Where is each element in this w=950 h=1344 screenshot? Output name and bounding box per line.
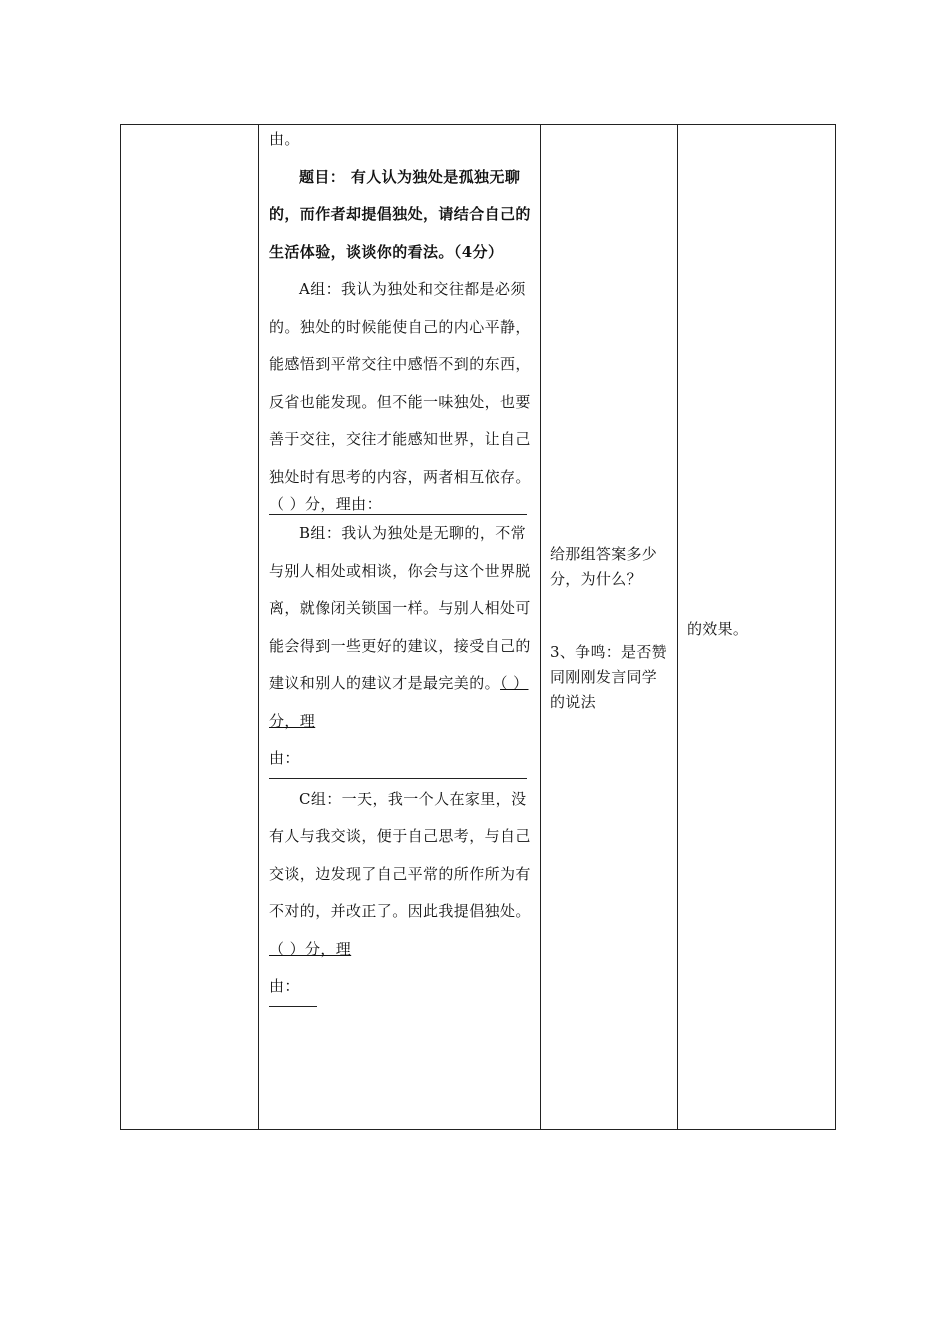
design-intent-cell bbox=[678, 125, 836, 1129]
group-a-score-line bbox=[269, 494, 533, 515]
group-b-text: B组：我认为独处是无聊的，不常与别人相处或相谈，你会与这个世界脱离，就像闭关锁国一样。与别人相处可能会得到一些更好的建议，接受自己的建议和别人的建议才是最完美的。 bbox=[269, 524, 531, 692]
prompt-text: 有人认为独处是孤独无聊的，而作者却提倡独处，请结合自己的生活体验，谈谈你的看法。（4分） bbox=[269, 167, 531, 261]
activity-content-cell bbox=[259, 125, 541, 1129]
group-c-score: （ ）分，理 bbox=[269, 939, 352, 958]
scoring-question: 给那组答案多少分，为什么？ bbox=[550, 545, 658, 588]
group-c-text: C组：一天，我一个人在家里，没有人与我交谈，便于自己思考，与自己交谈，边发现了自己平常的所作所为有不对的，并改正了。因此我提倡独处。 bbox=[269, 789, 531, 920]
group-b-score: （ ）分，理 bbox=[269, 674, 529, 730]
group-a-score: （ ）分，理由： bbox=[269, 494, 527, 515]
group-b-reason: 由： bbox=[269, 740, 527, 779]
group-c-reason: 由： bbox=[269, 968, 317, 1007]
effect-text: 的效果。 bbox=[687, 620, 749, 638]
group-a-text: A组：我认为独处和交往都是必须的。独处的时候能使自己的内心平静，能感悟到平常交往中感悟不到的东西，反省也能发现。但不能一味独处，也要善于交往，交往才能感知世界，让自己独处时有思考的内容，两者相互依存。 bbox=[269, 280, 531, 486]
prompt-paragraph bbox=[269, 159, 533, 272]
group-a-answer bbox=[269, 271, 533, 496]
lesson-table bbox=[120, 124, 836, 1130]
teacher-activity-cell bbox=[541, 125, 678, 1129]
group-b-answer bbox=[269, 515, 533, 779]
group-c-answer bbox=[269, 781, 533, 1007]
prompt-label: 题目： bbox=[299, 167, 346, 186]
continued-text: 由。 bbox=[269, 130, 300, 148]
debate-step: 3、争鸣：是否赞同刚刚发言同学的说法 bbox=[550, 643, 667, 711]
